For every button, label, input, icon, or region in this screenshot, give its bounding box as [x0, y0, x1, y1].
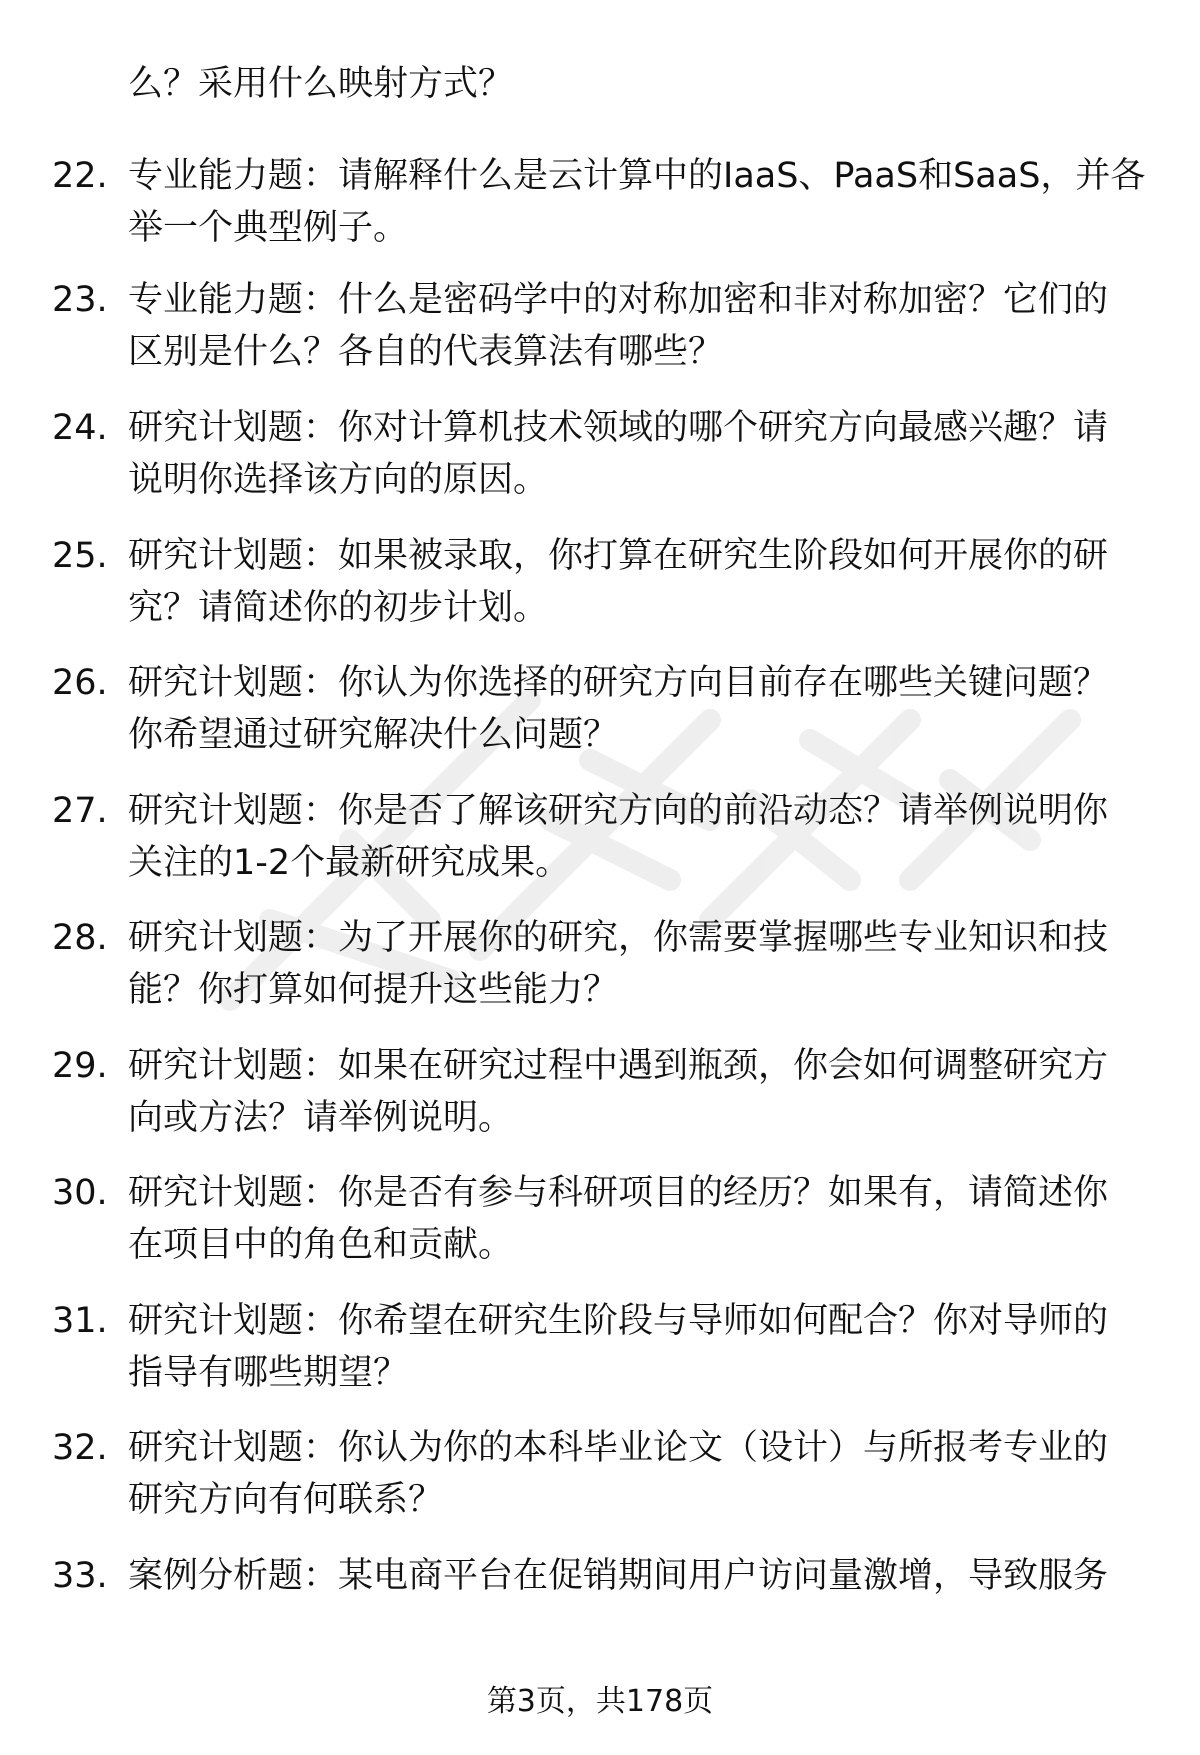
- list-item: [0, 785, 1200, 885]
- item-text-line1: 研究计划题：如果在研究过程中遇到瓶颈，你会如何调整研究方: [128, 1046, 1109, 1086]
- item-text-line1: 研究计划题：如果被录取，你打算在研究生阶段如何开展你的研: [128, 536, 1109, 576]
- list-item: [0, 1422, 1200, 1522]
- item-text-line1: 研究计划题：为了开展你的研究，你需要掌握哪些专业知识和技: [128, 918, 1109, 958]
- item-number: 32.: [52, 1428, 108, 1468]
- item-text-line2: 向或方法？请举例说明。: [128, 1098, 514, 1138]
- item-number: 33.: [52, 1556, 108, 1596]
- item-text-line2: 举一个典型例子。: [128, 208, 409, 248]
- item-text-line1: 研究计划题：你认为你选择的研究方向目前存在哪些关键问题？: [128, 663, 1109, 703]
- item-text-line1: 研究计划题：你对计算机技术领域的哪个研究方向最感兴趣？请: [128, 408, 1109, 448]
- item-text-line1: 研究计划题：你希望在研究生阶段与导师如何配合？你对导师的: [128, 1301, 1109, 1341]
- item-text-line2: 在项目中的角色和贡献。: [128, 1225, 514, 1265]
- item-text-line1: 专业能力题：请解释什么是云计算中的IaaS、PaaS和SaaS，并各: [128, 156, 1146, 196]
- item-text-line2: 区别是什么？各自的代表算法有哪些？: [128, 332, 724, 372]
- item-number: 22.: [52, 156, 108, 196]
- item-text-line2: 能？你打算如何提升这些能力？: [128, 970, 619, 1010]
- item-text-line1: 研究计划题：你认为你的本科毕业论文（设计）与所报考专业的: [128, 1428, 1109, 1468]
- list-item: [0, 530, 1200, 630]
- item-number: 31.: [52, 1301, 108, 1341]
- item-number: 26.: [52, 663, 108, 703]
- item-number: 29.: [52, 1046, 108, 1086]
- list-item: [0, 1167, 1200, 1267]
- list-item: [0, 1295, 1200, 1395]
- list-item: [0, 150, 1200, 250]
- item-text-line2: 究？请简述你的初步计划。: [128, 588, 549, 628]
- item-text-line2: 指导有哪些期望？: [128, 1353, 409, 1393]
- item-text-line1: 研究计划题：你是否了解该研究方向的前沿动态？请举例说明你: [128, 791, 1109, 831]
- list-item: [0, 274, 1200, 374]
- item-number: 23.: [52, 280, 108, 320]
- item-text-line2: 关注的1-2个最新研究成果。: [128, 843, 571, 883]
- continuation-text: 么？采用什么映射方式？: [128, 64, 514, 104]
- item-text-line2: 你希望通过研究解决什么问题？: [128, 715, 619, 755]
- item-number: 27.: [52, 791, 108, 831]
- list-item: [0, 402, 1200, 502]
- page-footer: 第3页，共178页: [486, 1684, 714, 1719]
- item-text-line1: 专业能力题：什么是密码学中的对称加密和非对称加密？它们的: [128, 280, 1109, 320]
- item-number: 30.: [52, 1173, 108, 1213]
- item-number: 25.: [52, 536, 108, 576]
- list-item: [0, 912, 1200, 1012]
- item-text-line2: 研究方向有何联系？: [128, 1480, 444, 1520]
- item-number: 24.: [52, 408, 108, 448]
- item-number: 28.: [52, 918, 108, 958]
- list-item: [0, 1550, 1200, 1610]
- list-item: [0, 1040, 1200, 1140]
- item-text-line1: 案例分析题：某电商平台在促销期间用户访问量激增，导致服务: [128, 1556, 1109, 1596]
- item-text-line1: 研究计划题：你是否有参与科研项目的经历？如果有，请简述你: [128, 1173, 1109, 1213]
- item-text-line2: 说明你选择该方向的原因。: [128, 460, 549, 500]
- list-item: [0, 657, 1200, 757]
